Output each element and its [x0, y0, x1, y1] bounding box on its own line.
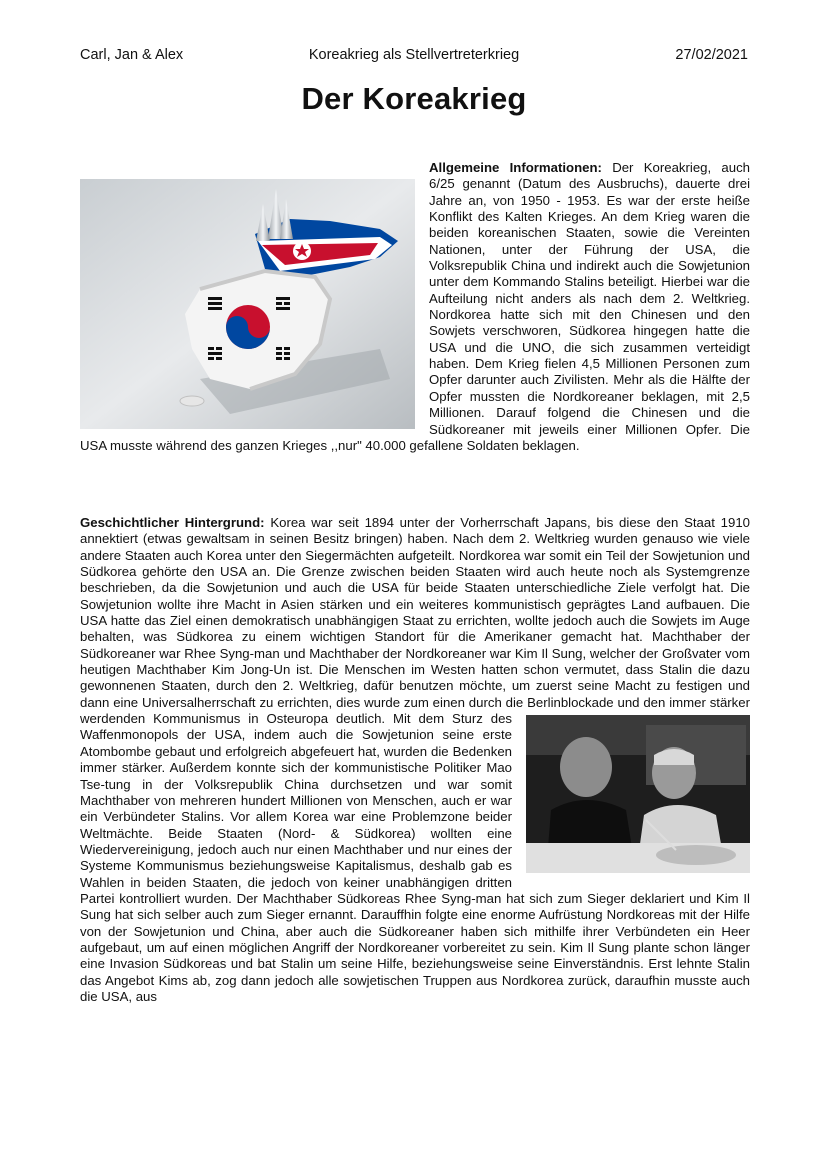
- header-authors: Carl, Jan & Alex: [80, 47, 184, 63]
- section-history-text: Korea war seit 1894 unter der Vorherrschaft Japans, bis diese den Staat 1910 annektiert (etwas gewaltsam in seinen Besitz bringen) haben. Nach dem 2. Weltkrieg wurden genauso wie viele andere Staaten auch Korea unter den Siegermächten aufgeteilt. Nordkorea war somit ein Teil der Sowjetunion und Südkorea gehörte den USA an. Die Grenze zwischen beiden Staaten wird auch heute noch als Systemgrenze beschrieben, da die Sowjetunion und auch die USA für beide Staaten unterschiedliche Ziele verfolgt hat. Die Sowjetunion wollte ihre Macht in Asien stärken und ein weiteres kommunistisch geprägtes Land aufbauen. Die USA hatte das Ziel einen demokratisch unabhängigen Staat zu errichten, wollte jedoch auch die Sowjets im Auge behalten, was Südkorea zu einem wichtigen Standort für die Amerikaner gemacht hat. Machthaber der Südkoreaner war Rhee Syng-man und Machthaber der Nordkoreaner war Kim Il Sung, welcher der Großvater vom heutigen Machthaber Kim Jong-Un ist. Die Menschen im Westen hatten schon vermutet, dass Stalin die dazu gewonnenen Staaten, durch den 2. Weltkrieg, dafür benutzen möchte, um zuerst seine Macht zu festigen und dann eine Universalherrschaft zu errichten, dies wurde zum einen durch die Berlinblockade und den immer stärker werdenden Kommunismus in Osteuropa deutlich. Mit dem Sturz des Waffenmonopols der USA, indem auch die Sowjetunion seine erste Atombombe gebaut und erfolgreich abgefeuert hat, wurden die Bedenken immer stärker. Außerdem konnte sich der kommunistische Politiker Mao Tse-tung in der Volksrepublik China durchsetzen und war somit Machthaber von mehreren hundert Millionen von Menschen, auch er war ein Verbündeter Stalins. Vor allem Korea war eine Problemzone beider Weltmächte. Beide Staaten (Nord- & Südkorea) wollten eine Wiedervereinigung, jedoch auch nur einen Machthaber und nur eines der Systeme Kommunismus beziehungsweise Kapitalismus, deshalb gab es Wahlen in beiden Staaten, die jedoch von keiner unabhängigen dritten Partei kontrolliert wurden. Der Machthaber Südkoreas Rhee Syng-man hat sich zum Sieger deklariert und Kim Il Sung hat sich selber auch zum Sieger ernannt. Darauffhin folgte eine enorme Aufrüstung Nordkoreas mit der Hilfe von der Sowjetunion und China, aber auch die Südkoreaner haben sich mithilfe ihrer Verbündeten ein Heer aufgebaut, um auf einen möglichen Angriff der Nordkoreaner vorbereitet zu sein. Kim Il Sung plante schon länger eine Invasion Südkoreas und bat Stalin um seine Hilfe, beziehungsweise seine Einverständnis. Erst lehnte Stalin das Angebot Kims ab, zog dann jedoch alle sowjetischen Truppen aus Nordkorea zurück, daraufhin musste auch die USA, aus: [80, 515, 750, 1004]
- kim-stalin-photo: [526, 715, 750, 873]
- korea-flag-map-image: [80, 179, 415, 429]
- header-date: 27/02/2021: [675, 47, 748, 63]
- section-general-heading: Allgemeine Informationen:: [429, 160, 602, 175]
- section-historical-background: [80, 515, 750, 1005]
- section-history-heading: Geschichtlicher Hintergrund:: [80, 515, 265, 530]
- page-title: Der Koreakrieg: [301, 81, 527, 116]
- section-general-text: Der Koreakrieg, auch 6/25 genannt (Datum des Ausbruchs), dauerte drei Jahre an, von 1950 - 1953. Es war der erste heiße Konflikt des Kalten Krieges. An dem Krieg waren die beiden koreanischen Staaten, sowie die Vereinten Nationen, unter der Führung der USA, die Volksrepublik China und indirekt auch die Sowjetunion unter dem Kommando Stalins beteiligt. Hierbei war die Aufteilung nicht anders als nach dem 2. Weltkrieg. Nordkorea hatte sich mit den Chinesen und den Sowjets verschworen, Südkorea hingegen hatte die USA und die UNO, die sich zusammen verteidigt haben. Dem Krieg fielen 4,5 Millionen Personen zum Opfer darunter auch Zivilisten. Mehr als die Hälfte der Opfer mussten die Nordkoreaner beklagen, mit 2,5 Millionen. Darauf folgend die Chinesen und die Südkoreaner mit jeweils einer Millionen Opfer. Die USA musste während des ganzen Krieges ,,nur" 40.000 gefallene Soldaten beklagen.: [80, 160, 751, 453]
- section-general-info: [80, 160, 750, 454]
- header-topic: Koreakrieg als Stellvertreterkrieg: [308, 47, 520, 63]
